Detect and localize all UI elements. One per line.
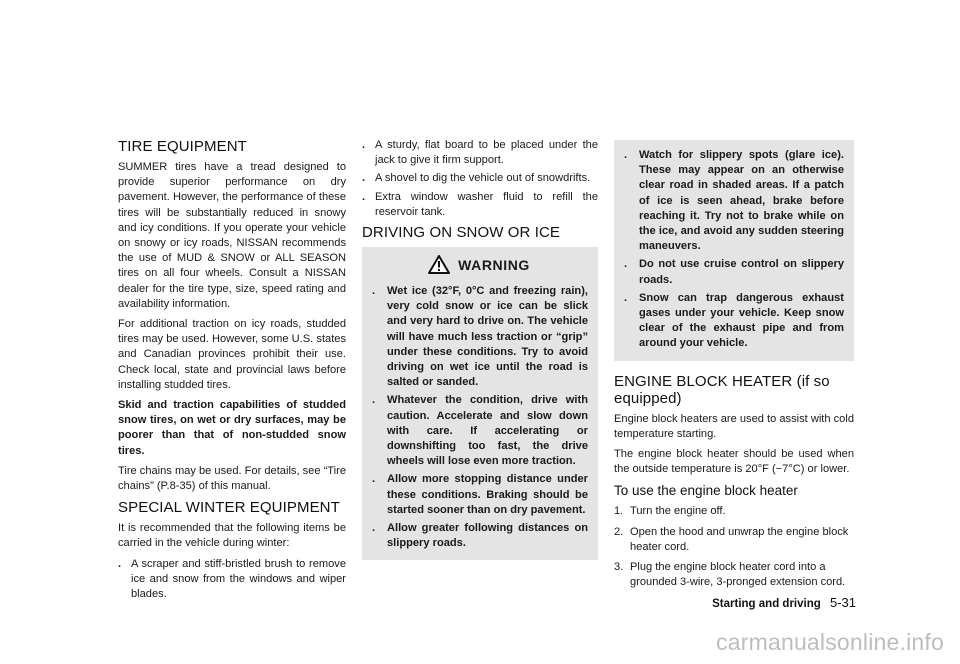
column-right (614, 140, 854, 595)
warning-item: . Do not use cruise control on slippery roads. (624, 258, 844, 286)
tire-equipment-heading: TIRE EQUIPMENT (118, 138, 247, 155)
warning-item: . Allow greater following distances on slippery roads. (372, 522, 588, 550)
warning-title: WARNING (458, 256, 530, 273)
step-item: 3. Plug the engine block heater cord into a grounded 3-wire, 3-pronged extension cord. (614, 561, 846, 589)
tire-paragraph-4: Tire chains may be used. For details, see “Tire chains” (P.8-35) of this manual. (118, 464, 346, 493)
heater-paragraph-2: The engine block heater should be used when the outside temperature is 20°F (−7°C) or lower. (614, 448, 854, 476)
heater-paragraph-1: Engine block heaters are used to assist with cold temperature starting. (614, 412, 854, 440)
warning-box-continued (614, 140, 854, 361)
tire-paragraph-2: For additional traction on icy roads, studded tires may be used. However, some U.S. states and Canadian provinces prohibit their use. Check local, state and provincial laws before installing studded tires. (118, 318, 346, 391)
driving-snow-heading: DRIVING ON SNOW OR ICE (362, 224, 561, 242)
tire-paragraph-1: SUMMER tires have a tread designed to provide superior performance on dry pavement. However, the performance of these tires will be substantially reduced in snowy and icy conditions. If you operate your vehicle on snowy or icy roads, NISSAN recommends the use of MUD & SNOW or ALL SEASON tires on all four wheels. Consult a NISSAN dealer for the tire type, size, speed rating and availability information. (118, 161, 346, 310)
page-number: 5-31 (829, 595, 856, 610)
footer-section-title: Starting and driving (712, 598, 821, 610)
warning-list-b (622, 140, 844, 352)
column-middle (362, 138, 598, 560)
warning-item: . Wet ice (32°F, 0°C and freezing rain), very cold snow or ice can be slick and very hard to drive on. The vehicle will have much less traction or “grip” under these conditions. Try to avoid driving on wet ice until the road is salted or sanded. (372, 285, 588, 389)
winter-items-list-a (118, 557, 346, 603)
warning-item: . Snow can trap dangerous exhaust gases under your vehicle. Keep snow clear of the exhaust pipe and from around your vehicle. (624, 291, 844, 350)
heater-steps-list (614, 504, 854, 590)
warning-item: . Whatever the condition, drive with caution. Accelerate and slow down with care. If accelerating or downshifting too fast, the drive wheels will lose even more traction. (372, 394, 588, 468)
winter-paragraph: It is recommended that the following items be carried in the vehicle during winter: (118, 522, 346, 550)
tire-paragraph-3: Skid and traction capabilities of studded snow tires, on wet or dry surfaces, may be poorer than that of non-studded snow tires. (118, 399, 346, 457)
column-left (118, 138, 346, 606)
page-footer (712, 595, 856, 610)
list-item: . A sturdy, flat board to be placed under the jack to give it firm support. (362, 139, 598, 167)
watermark: carmanualsonline.info (716, 629, 944, 655)
warning-header (370, 255, 588, 274)
list-item: . Extra window washer fluid to refill the reservoir tank. (362, 190, 598, 218)
winter-items-list-b (362, 138, 598, 220)
warning-list-a (370, 284, 588, 551)
list-item: . A shovel to dig the vehicle out of snowdrifts. (362, 172, 591, 185)
warning-box (362, 247, 598, 560)
warning-item: . Watch for slippery spots (glare ice). These may appear on an otherwise clear road in shaded areas. If a patch of ice is seen ahead, brake before reaching it. Try not to brake while on the ice, and avoid any sudden steering maneuvers. (624, 149, 844, 253)
use-heater-heading: To use the engine block heater (614, 483, 798, 499)
warning-item: . Allow more stopping distance under these conditions. Braking should be started sooner than on dry pavement. (372, 473, 588, 516)
list-item: . A scraper and stiff-bristled brush to remove ice and snow from the windows and wiper blades. (118, 557, 346, 601)
warning-triangle-icon (428, 255, 450, 274)
step-item: 2. Open the hood and unwrap the engine block heater cord. (614, 525, 849, 553)
step-item: 1. Turn the engine off. (614, 505, 726, 518)
engine-heater-heading: ENGINE BLOCK HEATER (if so equipped) (614, 372, 830, 407)
winter-equipment-heading: SPECIAL WINTER EQUIPMENT (118, 499, 340, 517)
